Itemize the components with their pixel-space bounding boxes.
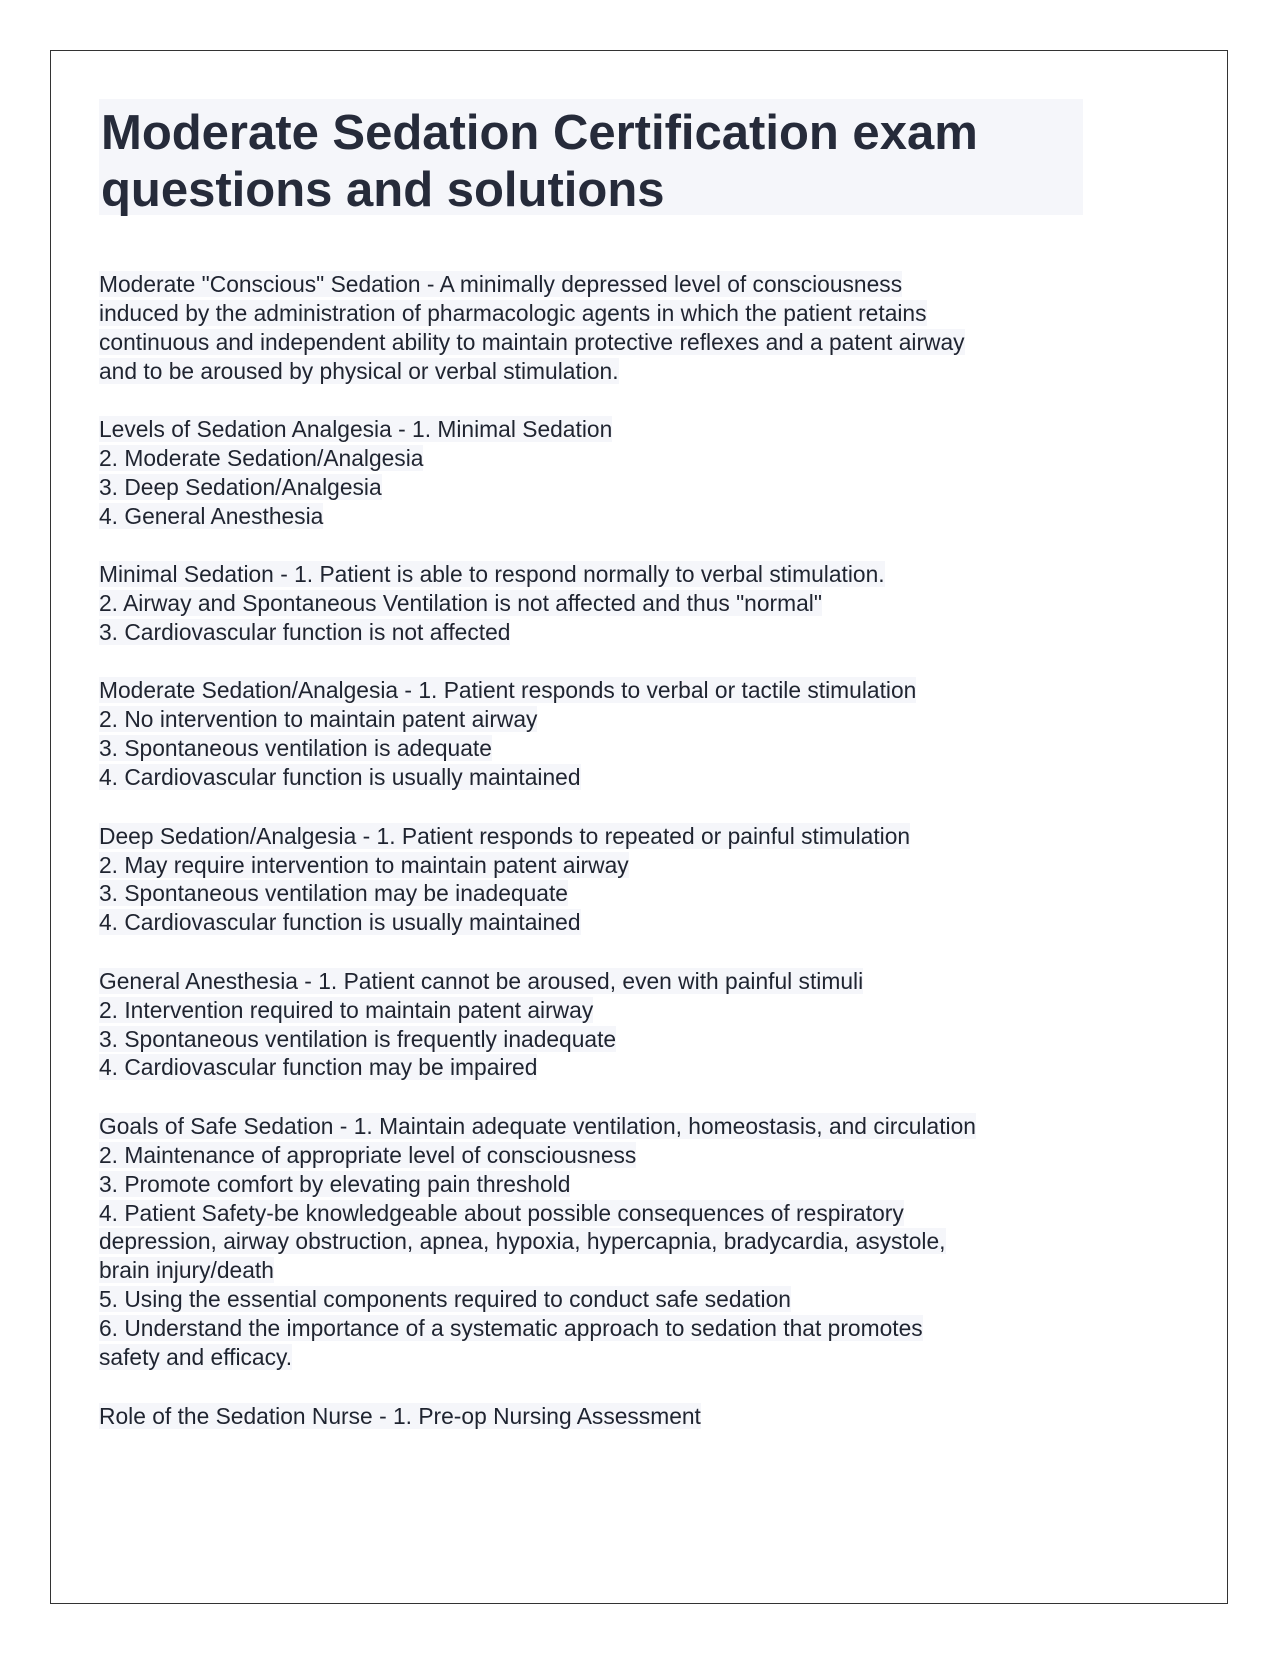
text-line-content: Minimal Sedation - 1. Patient is able to respond normally to verbal stimulation. xyxy=(99,561,885,588)
text-line-content: 3. Spontaneous ventilation may be inadequate xyxy=(99,880,568,907)
text-line-content: 4. Cardiovascular function may be impaired xyxy=(99,1054,538,1081)
text-line xyxy=(99,879,1139,908)
text-line-content: 5. Using the essential components required to conduct safe sedation xyxy=(99,1286,791,1313)
text-line-content: continuous and independent ability to maintain protective reflexes and a patent airway xyxy=(99,328,965,355)
text-line xyxy=(99,1402,1139,1431)
page-title xyxy=(99,99,1083,215)
text-line xyxy=(99,1314,1139,1343)
section-moderate-sedation xyxy=(99,676,1139,792)
text-line xyxy=(99,967,1139,996)
text-line xyxy=(99,444,1139,473)
text-line xyxy=(99,618,1139,647)
text-line-content: 3. Cardiovascular function is not affected xyxy=(99,619,511,646)
text-line-content: 3. Spontaneous ventilation is frequently inadequate xyxy=(99,1025,617,1052)
text-line xyxy=(99,1227,1139,1256)
text-line-content: 4. Patient Safety-be knowledgeable about possible consequences of respiratory xyxy=(99,1199,904,1226)
text-line-content: 4. General Anesthesia xyxy=(99,502,324,529)
section-levels-of-sedation xyxy=(99,415,1139,531)
text-line-content: 2. Moderate Sedation/Analgesia xyxy=(99,445,424,472)
text-line-content: depression, airway obstruction, apnea, hypoxia, hypercapnia, bradycardia, asystole, xyxy=(99,1228,946,1255)
section-minimal-sedation xyxy=(99,560,1139,647)
text-line-content: and to be aroused by physical or verbal stimulation. xyxy=(99,357,619,384)
text-line xyxy=(99,851,1139,880)
text-line-content: 3. Deep Sedation/Analgesia xyxy=(99,473,382,500)
text-line-content: brain injury/death xyxy=(99,1257,274,1284)
text-line xyxy=(99,560,1139,589)
text-line xyxy=(99,328,1139,357)
text-line-content: 2. Maintenance of appropriate level of consciousness xyxy=(99,1141,637,1168)
title-line: Moderate Sedation Certification exam xyxy=(101,106,978,160)
text-line xyxy=(99,1112,1139,1141)
title-line: questions and solutions xyxy=(101,163,665,217)
text-line-content: Goals of Safe Sedation - 1. Maintain adequate ventilation, homeostasis, and circulation xyxy=(99,1112,976,1139)
text-line xyxy=(99,299,1139,328)
text-line-content: safety and efficacy. xyxy=(99,1344,293,1371)
section-role-of-sedation-nurse xyxy=(99,1402,1139,1431)
text-line xyxy=(99,1025,1139,1054)
text-line xyxy=(99,1053,1139,1082)
section-deep-sedation xyxy=(99,822,1139,938)
text-line-content: General Anesthesia - 1. Patient cannot be aroused, even with painful stimuli xyxy=(99,967,864,994)
text-line xyxy=(99,822,1139,851)
text-line xyxy=(99,1256,1139,1285)
text-line xyxy=(99,676,1139,705)
section-goals-of-safe-sedation xyxy=(99,1112,1139,1372)
text-line xyxy=(99,589,1139,618)
text-line xyxy=(99,1285,1139,1314)
text-line xyxy=(99,996,1139,1025)
text-line xyxy=(99,705,1139,734)
text-line xyxy=(99,357,1139,386)
text-line-content: 3. Spontaneous ventilation is adequate xyxy=(99,735,492,762)
section-general-anesthesia xyxy=(99,967,1139,1083)
text-line-content: 2. May require intervention to maintain patent airway xyxy=(99,851,629,878)
text-line-content: 6. Understand the importance of a systematic approach to sedation that promotes xyxy=(99,1315,923,1342)
text-line xyxy=(99,1343,1139,1372)
section-moderate-conscious-sedation xyxy=(99,270,1139,386)
text-line xyxy=(99,502,1139,531)
text-line-content: Levels of Sedation Analgesia - 1. Minimal Sedation xyxy=(99,416,613,443)
document-body xyxy=(99,270,1139,1460)
text-line-content: induced by the administration of pharmacologic agents in which the patient retains xyxy=(99,299,927,326)
text-line-content: 3. Promote comfort by elevating pain threshold xyxy=(99,1170,571,1197)
text-line-content: 2. Intervention required to maintain patent airway xyxy=(99,996,594,1023)
text-line xyxy=(99,1141,1139,1170)
text-line xyxy=(99,763,1139,792)
text-line-content: 4. Cardiovascular function is usually maintained xyxy=(99,764,581,791)
text-line xyxy=(99,473,1139,502)
text-line xyxy=(99,1170,1139,1199)
text-line-content: 2. No intervention to maintain patent airway xyxy=(99,706,538,733)
text-line-content: Deep Sedation/Analgesia - 1. Patient responds to repeated or painful stimulation xyxy=(99,822,911,849)
text-line-content: 4. Cardiovascular function is usually maintained xyxy=(99,909,581,936)
text-line-content: Role of the Sedation Nurse - 1. Pre-op Nursing Assessment xyxy=(99,1402,701,1429)
text-line xyxy=(99,1199,1139,1228)
text-line xyxy=(99,734,1139,763)
text-line xyxy=(99,415,1139,444)
text-line xyxy=(99,908,1139,937)
text-line xyxy=(99,270,1139,299)
text-line-content: Moderate Sedation/Analgesia - 1. Patient responds to verbal or tactile stimulation xyxy=(99,677,917,704)
text-line-content: Moderate "Conscious" Sedation - A minimally depressed level of consciousness xyxy=(99,271,903,297)
text-line-content: 2. Airway and Spontaneous Ventilation is not affected and thus "normal" xyxy=(99,590,822,617)
